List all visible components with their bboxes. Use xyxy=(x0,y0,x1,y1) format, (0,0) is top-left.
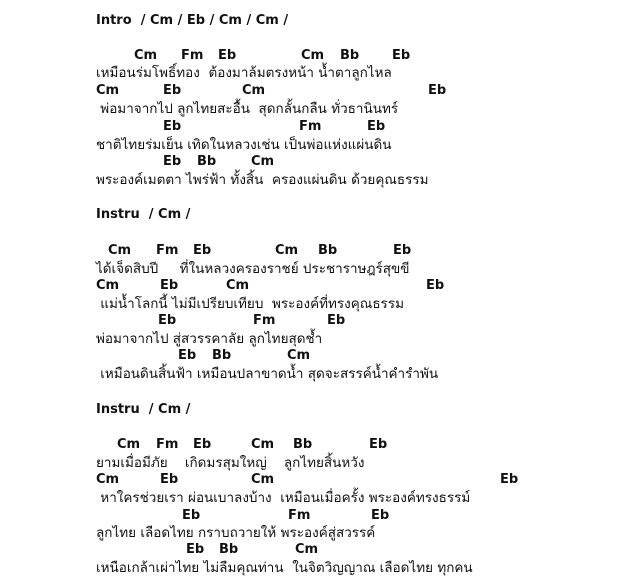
chord: Cm xyxy=(251,437,275,452)
chord: Cm xyxy=(301,48,325,63)
chord: Eb xyxy=(218,48,237,63)
chord: Bb xyxy=(197,154,217,169)
chord: Eb xyxy=(193,243,212,258)
chord: Cm xyxy=(275,243,299,258)
chord: Bb xyxy=(212,348,232,363)
chord: Cm xyxy=(295,542,319,557)
chord: Bb xyxy=(340,48,360,63)
chord: Fm xyxy=(156,243,179,258)
chord: Cm xyxy=(108,243,132,258)
chord: Eb xyxy=(367,119,386,134)
chord: Cm xyxy=(251,154,275,169)
chord: Eb xyxy=(426,278,445,293)
lyric-line: ได้เจ็ดสิบปี ที่ในหลวงครองราชย์ ประชาราษฎร์สุขขี xyxy=(96,261,410,277)
lyric-line: พ่อมาจากไป สู่สวรรคาลัย ลูกไทยสุดช้ำ xyxy=(96,331,323,347)
chord: Eb xyxy=(369,437,388,452)
chord: Eb xyxy=(163,119,182,134)
chord: Eb xyxy=(160,278,179,293)
chord: Fm xyxy=(181,48,204,63)
chord: Fm xyxy=(156,437,179,452)
chord: Bb xyxy=(318,243,338,258)
lyric-line: ชาติไทยร่มเย็น เทิดในหลวงเช่น เป็นพ่อแห่งแผ่นดิน xyxy=(96,137,392,153)
lyric-line: เหนือเกล้าเผ่าไทย ไม่ลืมคุณท่าน ในจิตวิญญาณ เลือดไทย ทุกคน xyxy=(96,560,473,576)
lyric-line: เหมือนร่มโพธิ์ทอง ต้องมาล้มตรงหน้า น้ำตาลูกไหล xyxy=(96,65,392,81)
lyric-line: เหมือนดินสิ้นฟ้า เหมือนปลาขาดน้ำ สุดจะสรรค์น้ำคำรำพัน xyxy=(96,366,439,382)
chord: Fm xyxy=(253,313,276,328)
chord: Cm xyxy=(242,83,266,98)
chord: Eb xyxy=(392,48,411,63)
chord: Bb xyxy=(293,437,313,452)
chord: Eb xyxy=(428,83,447,98)
chord: Cm xyxy=(134,48,158,63)
chord: Cm xyxy=(96,83,120,98)
chord: Cm xyxy=(226,278,250,293)
chord: Eb xyxy=(371,508,390,523)
chord: Eb xyxy=(327,313,346,328)
lyric-line: พระองค์เมตตา ไพร่ฟ้า ทั้งสิ้น ครองแผ่นดิน ด้วยคุณธรรม xyxy=(96,172,429,188)
chord: Eb xyxy=(160,472,179,487)
lyric-line: ยามเมื่อมีภัย เกิดมรสุมใหญ่ ลูกไทยสิ้นหวัง xyxy=(96,455,365,471)
chord: Eb xyxy=(163,83,182,98)
chord: Eb xyxy=(182,508,201,523)
chord: Eb xyxy=(158,313,177,328)
chord: Eb xyxy=(186,542,205,557)
chord: Cm xyxy=(287,348,311,363)
chord: Cm xyxy=(96,472,120,487)
chord: Bb xyxy=(219,542,239,557)
chord: Fm xyxy=(299,119,322,134)
section-label: Intro / Cm / Eb / Cm / Cm / xyxy=(96,13,289,28)
section-label: Instru / Cm / xyxy=(96,207,191,222)
chord: Cm xyxy=(96,278,120,293)
chord: Eb xyxy=(178,348,197,363)
chord: Fm xyxy=(288,508,311,523)
chord: Eb xyxy=(193,437,212,452)
chord: Eb xyxy=(393,243,412,258)
section-label: Instru / Cm / xyxy=(96,402,191,417)
chord: Cm xyxy=(251,472,275,487)
lyric-line: แม่น้ำโลกนี้ ไม่มีเปรียบเทียบ พระองค์ที่ทรงคุณธรรม xyxy=(96,296,404,312)
lyric-line: หาใครช่วยเรา ผ่อนเบาลงบ้าง เหมือนเมื่อครั้ง พระองค์ทรงธรรม์ xyxy=(96,490,471,506)
chord: Cm xyxy=(117,437,141,452)
lyric-line: ลูกไทย เลือดไทย กราบถวายให้ พระองค์สู่สวรรค์ xyxy=(96,525,376,541)
chord: Eb xyxy=(163,154,182,169)
lyric-line: พ่อมาจากไป ลูกไทยสะอื้น สุดกลั้นกลืน ทั่วธานินทร์ xyxy=(96,101,399,117)
chord: Eb xyxy=(500,472,519,487)
